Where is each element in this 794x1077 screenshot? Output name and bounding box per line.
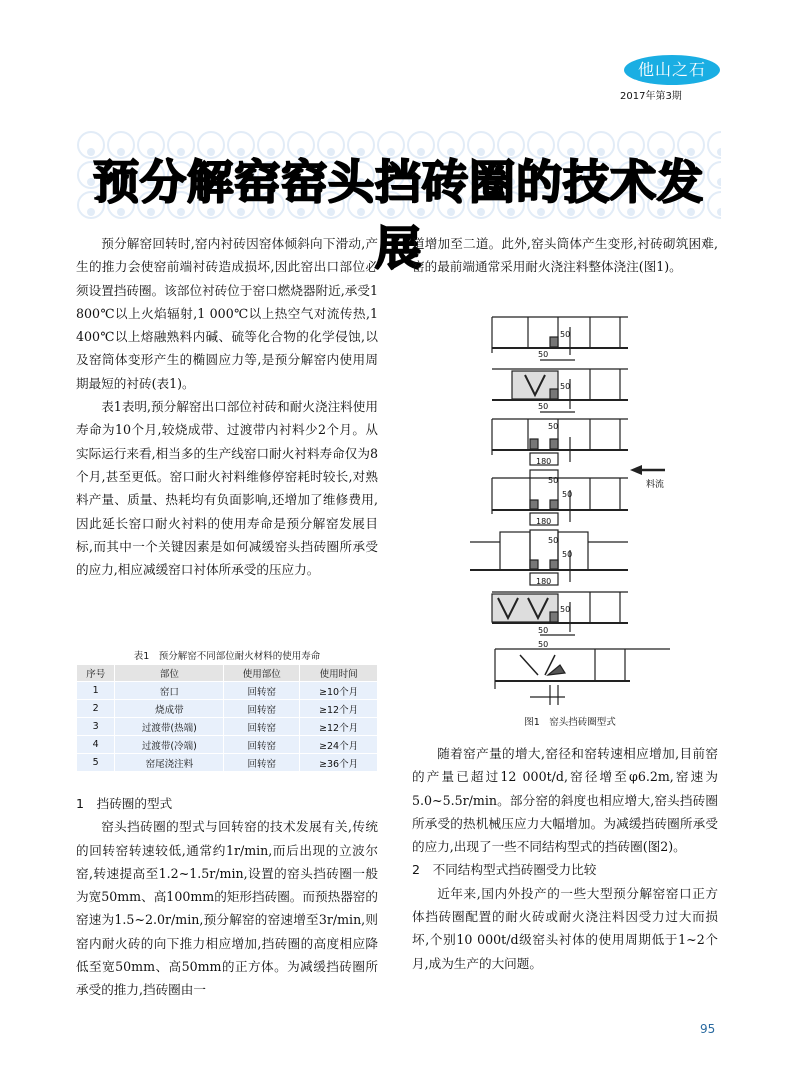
dim-label: 50	[548, 476, 559, 485]
cell: 烧成带	[115, 700, 223, 717]
cell: ≥12个月	[300, 700, 377, 717]
cell: ≥12个月	[300, 718, 377, 735]
section-1	[76, 792, 378, 1002]
paragraph: 近年来,国内外投产的一些大型预分解窑窑口正方体挡砖圈配置的耐火砖或耐火浇注料因受力过大而损坏,个别10 000t/d级窑头衬体的使用周期低于1~2个月,成为生产的大问题。	[412, 885, 718, 971]
material-flow-arrow	[630, 465, 665, 475]
column-badge: 他山之石	[624, 55, 720, 85]
diagram-panel	[492, 419, 628, 465]
flow-label: 料流	[646, 480, 665, 490]
dim-label: 180	[536, 577, 552, 586]
dim-label: 180	[536, 517, 552, 526]
dim-label: 50	[548, 536, 559, 545]
cell: 过渡带(冷端)	[115, 736, 223, 753]
cell: 1	[77, 682, 114, 699]
cell: 窑尾浇注料	[115, 754, 223, 771]
table-row	[77, 736, 377, 753]
cell: 回转窑	[224, 736, 299, 753]
cell: 回转窑	[224, 718, 299, 735]
dim-label: 50	[560, 330, 571, 339]
diagram-panel	[495, 649, 670, 705]
dim-label: 50	[538, 640, 549, 649]
paragraph: 表1表明,预分解窑出口部位衬砖和耐火浇注料使用寿命为10个月,较烧成带、过渡带内衬料少2个月。从实际运行来看,相当多的生产线窑口耐火衬料寿命仅为8个月,甚至更低。窑口耐火衬料维修停窑耗时较长,对熟料产量、质量、热耗均有负面影响,还增加了维修费用,因此延长窑口耐火衬料的使用寿命是预分解窑发展目标,而其中一个关键因素是如何减缓窑头挡砖圈所承受的应力,相应减缓窑口衬体所承受的压应力。	[76, 399, 378, 578]
cell: 4	[77, 736, 114, 753]
page-number: 95	[700, 1022, 716, 1036]
dim-label: 50	[538, 626, 549, 635]
table-row	[77, 718, 377, 735]
cell: 回转窑	[224, 700, 299, 717]
diagram-panel	[492, 470, 628, 525]
cell: 2	[77, 700, 114, 717]
paragraph: 随着窑产量的增大,窑径和窑转速相应增加,目前窑的产量已超过12 000t/d,窑径增至φ6.2m,窑速为5.0~5.5r/min。部分窑的斜度也相应增大,窑头挡砖圈所承受的热机械压应力大幅增加。为减缓挡砖圈所承受的应力,出现了一些不同结构型式的挡砖圈(图2)。	[412, 746, 718, 855]
header-cell: 使用时间	[300, 665, 377, 681]
paragraph: 道增加至二道。此外,窑头筒体产生变形,衬砖砌筑困难,窑的最前端通常采用耐火浇注料整体浇注(图1)。	[412, 236, 718, 275]
cell: 回转窑	[224, 754, 299, 771]
dim-label: 50	[538, 350, 549, 359]
cell: 窑口	[115, 682, 223, 699]
cell: ≥36个月	[300, 754, 377, 771]
header-cell: 部位	[115, 665, 223, 681]
dim-label: 180	[536, 457, 552, 466]
table-row	[77, 700, 377, 717]
paragraph: 窑头挡砖圈的型式与回转窑的技术发展有关,传统的回转窑转速较低,通常约1r/min,而后出现的立波尔窑,转速提高至1.2~1.5r/min,设置的窑头挡砖圈一般为宽50mm、高100mm的矩形挡砖圈。而预热器窑的窑速为1.5~2.0r/min,预分解窑的窑速增至3r/min,则窑内耐火砖的向下推力相应增加,挡砖圈的高度相应降低至宽50mm、高50mm的正方体。为减缓挡砖圈所承受的推力,挡砖圈由一	[76, 819, 378, 998]
table-caption: 表1 预分解窑不同部位耐火材料的使用寿命	[133, 651, 321, 662]
header-cell: 使用部位	[224, 665, 299, 681]
section-heading: 2 不同结构型式挡砖圈受力比较	[412, 862, 597, 878]
figure-caption: 图1 窑头挡砖圈型式	[524, 717, 616, 728]
cell: 5	[77, 754, 114, 771]
cell: ≥24个月	[300, 736, 377, 753]
section-heading: 1 挡砖圈的型式	[76, 796, 173, 811]
right-column-bottom	[412, 742, 718, 975]
cell: 3	[77, 718, 114, 735]
dim-label: 50	[538, 402, 549, 411]
table-header-row	[77, 665, 377, 681]
left-column-body	[76, 232, 378, 581]
dim-label: 50	[548, 422, 559, 431]
table-row	[77, 754, 377, 771]
dim-label: 50	[562, 490, 573, 499]
dim-label: 50	[562, 550, 573, 559]
article-title: 预分解窑窑头挡砖圈的技术发展	[93, 155, 704, 275]
cell: 回转窑	[224, 682, 299, 699]
issue-label: 2017年第3期	[620, 91, 682, 102]
table-service-life	[76, 664, 378, 772]
right-column-top	[412, 232, 718, 279]
cell: 过渡带(热端)	[115, 718, 223, 735]
dim-label: 50	[560, 382, 571, 391]
paragraph: 预分解窑回转时,窑内衬砖因窑体倾斜向下滑动,产生的推力会使窑前端衬砖造成损坏,因此窑出口部位必须设置挡砖圈。该部位衬砖位于窑口燃烧器附近,承受1 800℃以上火焰辐射,1 000℃以上热空气对流传热,1 400℃以上熔融熟料内碱、硫等化合物的化学侵蚀,以及窑筒体变形产生的椭圆应力等,是预分解窑内使用周期最短的衬砖(表1)。	[76, 236, 378, 391]
dim-label: 50	[560, 605, 571, 614]
figure-1-diagram	[470, 305, 720, 715]
cell: ≥10个月	[300, 682, 377, 699]
header-cell: 序号	[77, 665, 114, 681]
table-row	[77, 682, 377, 699]
